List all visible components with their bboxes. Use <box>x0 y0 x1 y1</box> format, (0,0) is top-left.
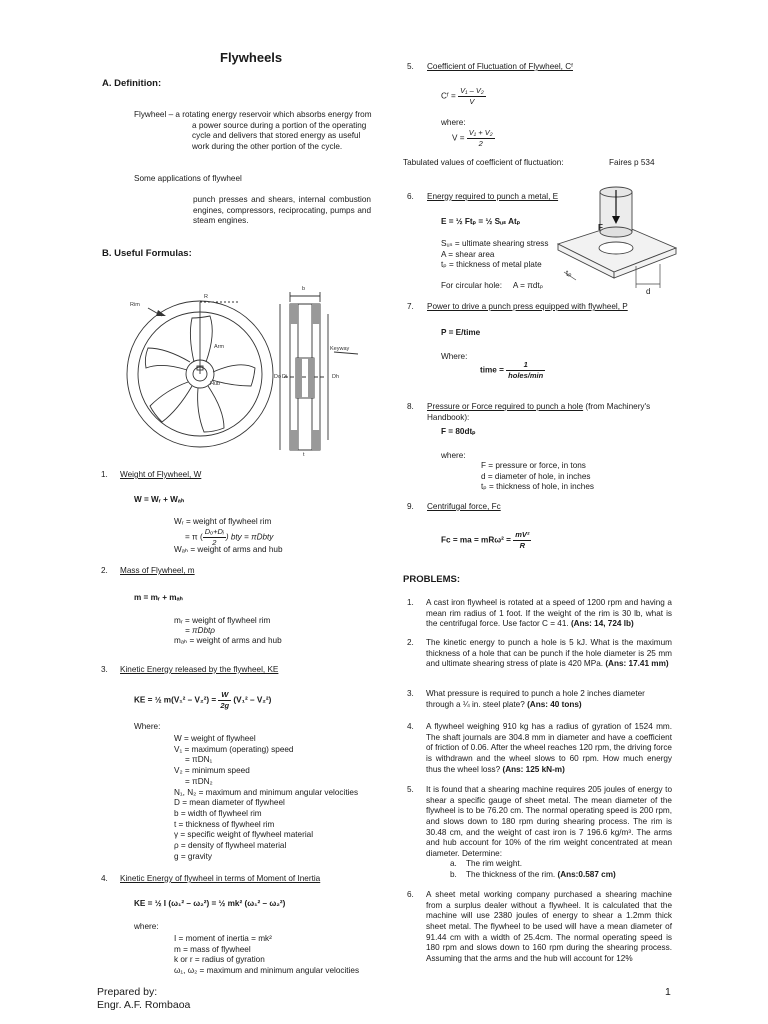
problem6-number: 6. <box>407 890 414 899</box>
rim-fraction-num: Dₒ+Dᵢ <box>204 527 224 536</box>
def-n1-n2: N₁, N₂ = maximum and minimum angular velocities <box>174 787 359 797</box>
problem5a <box>450 859 522 870</box>
item8-number: 8. <box>407 402 414 411</box>
problem5b <box>450 870 616 881</box>
problem5-number: 5. <box>407 785 414 794</box>
v-fraction-num: V₁ + V₂ <box>468 128 493 137</box>
item9-title: Centrifugal force, Fc <box>427 502 501 511</box>
item1-def-rim: Wᵣ = weight of flywheel rim <box>174 517 272 526</box>
dh-label: Dh <box>332 374 340 380</box>
width-b-label: b <box>302 286 306 292</box>
item6-circular-hole: For circular hole: A = πdtₚ <box>441 281 544 290</box>
t-label: t <box>303 452 305 458</box>
item6-title: Energy required to punch a metal, E <box>427 192 559 201</box>
item1-def-arms: Wₐₕ = weight of arms and hub <box>174 545 283 554</box>
item5-reference: Faires p 534 <box>609 158 655 167</box>
item4-where: where: <box>134 922 159 931</box>
item6-formula: E = ½ Ftₚ = ½ Sᵤₛ Atₚ <box>441 217 521 226</box>
item1-number: 1. <box>101 470 108 479</box>
page-title: Flywheels <box>220 50 283 65</box>
item2-def-arms: mₐₕ = weight of arms and hub <box>174 636 282 645</box>
rim-formula-prefix: = π ( <box>185 532 203 542</box>
time-fraction <box>506 360 545 381</box>
problem5a-letter: a. <box>450 859 457 868</box>
definition-body: Flywheel – a rotating energy reservoir which absorbs energy from a power source during a portion of the operating cycle and delivers that stored energy as useful work during the other portion of the cycle. <box>134 110 372 151</box>
item5-number: 5. <box>407 62 414 71</box>
item7-where: Where: <box>441 352 468 361</box>
di-label: Di <box>282 374 288 380</box>
item3-formula <box>134 690 271 711</box>
problem1 <box>426 598 672 630</box>
item3-title: Kinetic Energy released by the flywheel, KE <box>120 665 279 674</box>
problem1-answer: (Ans: 14, 724 lb) <box>570 619 634 629</box>
force-label: F <box>598 223 603 232</box>
def-v2-formula: = πDN₂ <box>185 776 213 786</box>
v-fraction-den: 2 <box>478 138 483 148</box>
def-t: t = thickness of flywheel rim <box>174 819 275 829</box>
item4-title: Kinetic Energy of flywheel in terms of Moment of Inertia <box>120 874 321 883</box>
cf-fraction-num: V₁ – V₂ <box>460 86 484 95</box>
problem5b-letter: b. <box>450 870 457 879</box>
item2-def-rim: mᵣ = weight of flywheel rim <box>174 616 271 625</box>
def-k: k or r = radius of gyration <box>174 955 265 964</box>
def-i: I = moment of inertia = mk² <box>174 934 272 943</box>
fc-fraction-den: R <box>519 540 526 550</box>
hub-label: Hub <box>210 381 221 387</box>
def-f: F = pressure or force, in tons <box>481 461 586 470</box>
item8-definitions <box>481 461 594 493</box>
problem1-text: A cast iron flywheel is rotated at a speed of 1200 rpm and having a mean rim radius of 1 foot. If the weight of the rim is 30 lb, what is the centrifugal force. Use factor C = 41. <box>426 598 672 629</box>
item9-formula <box>441 530 531 551</box>
keyway-label: Keyway <box>330 346 350 352</box>
def-sus: Sᵤₛ = ultimate shearing stress <box>441 239 549 248</box>
item7-formula: P = E/time <box>441 328 481 337</box>
def-b: b = width of flywheel rim <box>174 808 262 818</box>
item6-definitions <box>441 239 548 271</box>
item5-title: Coefficient of Fluctuation of Flywheel, Cᶠ <box>427 62 573 71</box>
ke-formula-left: KE = ½ m(V₁² – V₂²) = <box>134 695 219 705</box>
punch-diagram <box>550 184 680 296</box>
item2-number: 2. <box>101 566 108 575</box>
problem2-answer: (Ans: 17.41 mm) <box>605 659 669 669</box>
tp-label: tₚ <box>566 269 572 278</box>
time-fraction-num: 1 <box>506 360 545 371</box>
item8-formula: F = 80dtₚ <box>441 427 476 436</box>
def-v1-formula: = πDN₁ <box>185 755 213 765</box>
def-g: g = gravity <box>174 851 212 861</box>
problem4 <box>426 722 672 775</box>
rim-formula-suffix: ) bty = πDbty <box>225 532 274 542</box>
problem4-answer: (Ans: 125 kN-m) <box>502 764 565 774</box>
v-formula-left: V = <box>452 133 467 143</box>
item7-time-formula <box>480 360 545 381</box>
item8-title-rest: (from Machinery's Handbook): <box>427 402 651 422</box>
def-m: m = mass of flywheel <box>174 944 251 954</box>
problem3-number: 3. <box>407 689 414 698</box>
def-w: W = weight of flywheel <box>174 734 256 743</box>
arm-label: Arm <box>214 344 225 350</box>
time-formula-left: time = <box>480 365 507 375</box>
author-name: Engr. A.F. Rombaoa <box>97 999 191 1011</box>
problem3-text: What pressure is required to punch a hole 2 inches diameter through a ¼ in. steel plate? <box>426 689 645 709</box>
item8-title: Pressure or Force required to punch a hole <box>427 402 584 411</box>
item2-title: Mass of Flywheel, m <box>120 566 195 575</box>
item3-where: Where: <box>134 722 161 731</box>
section-a-heading: A. Definition: <box>102 78 162 89</box>
item5-formula <box>441 86 486 107</box>
def-omega: ω₁, ω₂ = maximum and minimum angular velocities <box>174 965 360 975</box>
footer-author <box>97 986 190 1012</box>
applications-intro: Some applications of flywheel <box>134 174 242 183</box>
problem4-text: A flywheel weighing 910 kg has a radius of gyration of 1524 mm. The shaft journals are 304.8 mm in diameter and have a coefficient of friction of 0.06. After the wheel reaches 120 rpm, the driving force is withdrawn and the wheel slows to 60 rpm. How much energy thus the wheel loss? <box>426 722 672 774</box>
ke-fraction-num: W <box>218 690 231 701</box>
item5-where: where: <box>441 118 466 127</box>
rim-label: Rim <box>130 302 140 308</box>
cf-fraction-den: V <box>469 96 475 106</box>
problem5-text: It is found that a shearing machine requires 205 joules of energy to shear a specific gauge of sheet metal. The mean diameter of the flywheel is to be 76.20 cm. The normal operating speed is 200 rpm, and slows down to 180 rpm during shearing process. The rim is 30.48 cm, and the weight of cast iron is 7 196.6 kg/m³. The arms and hub account for 10% of the rim weight concentrated at mean diameter. Determine: <box>426 785 672 858</box>
problem3 <box>426 689 672 710</box>
def-v1: V₁ = maximum (operating) speed <box>174 744 294 754</box>
problem6-text: A sheet metal working company purchased a shearing machine from a surplus dealer without a flywheel. It is calculated that the machine will use 2380 joules of energy to shear a 1.2mm thick sheet metal. The flywheel to be used will have a mean diameter of 91.44 cm with a width of 25.4cm. The normal operating speed is 180 rpm and slows down to 160 rpm during the shearing process. Assuming that the arms and the hub will account for 12% <box>426 890 672 963</box>
applications-list: punch presses and shears, internal combustion engines, compressors, reciprocating, pumps and steam engines. <box>193 195 371 226</box>
item2-def-rim-formula: = πDbtρ <box>185 626 215 635</box>
flywheel-diagram <box>120 282 380 460</box>
item5-tabulated: Tabulated values of coefficient of fluctuation: <box>403 158 564 167</box>
problems-heading: PROBLEMS: <box>403 574 460 585</box>
def-d: D = mean diameter of flywheel <box>174 798 285 808</box>
cf-formula-left: Cᶠ = <box>441 91 459 101</box>
item5-v-formula <box>452 128 495 149</box>
page-number: 1 <box>665 986 671 998</box>
item1-formula: W = Wᵣ + Wₐₕ <box>134 495 185 504</box>
fc-formula-left: Fc = ma = mRω² = <box>441 535 514 545</box>
item3-number: 3. <box>101 665 108 674</box>
fc-fraction <box>513 530 531 551</box>
problem2 <box>426 638 672 670</box>
def-gamma: γ = specific weight of flywheel material <box>174 830 314 840</box>
item3-definitions <box>174 734 358 862</box>
item4-number: 4. <box>101 874 108 883</box>
rim-arrowhead <box>156 310 166 316</box>
def-rho: ρ = density of flywheel material <box>174 841 287 851</box>
item4-formula: KE = ½ I (ω₁² – ω₂²) = ½ mk² (ω₁² – ω₂²) <box>134 899 286 908</box>
item4-definitions <box>174 934 359 976</box>
cf-fraction <box>458 86 486 107</box>
item7-number: 7. <box>407 302 414 311</box>
fc-fraction-num: mV² <box>515 530 530 539</box>
problem2-number: 2. <box>407 638 414 647</box>
problem2-text: The kinetic energy to punch a hole is 5 kJ. What is the maximum thickness of a hole that can be punch if the hole diameter is 25 mm and ultimate shearing stress of plate is 420 MPa. <box>426 638 672 669</box>
do-label: Do <box>274 374 282 380</box>
item7-title: Power to drive a punch press equipped with flywheel, P <box>427 302 628 311</box>
d-label: d <box>646 287 651 296</box>
item8-where: where: <box>441 451 466 460</box>
ke-fraction <box>218 690 231 711</box>
problem4-number: 4. <box>407 722 414 731</box>
item8-title-block <box>427 402 675 423</box>
def-a: A = shear area <box>441 249 495 259</box>
def-tp-hole: tₚ = thickness of hole, in inches <box>481 482 594 491</box>
radius-label: R <box>204 294 208 300</box>
ke-formula-right: (V₁² – V₂²) <box>231 695 272 705</box>
v-fraction <box>467 128 495 149</box>
item1-title: Weight of Flywheel, W <box>120 470 202 479</box>
def-v2: V₂ = minimum speed <box>174 766 250 776</box>
prepared-by-label: Prepared by: <box>97 986 158 998</box>
item6-number: 6. <box>407 192 414 201</box>
section-b-heading: B. Useful Formulas: <box>102 248 192 259</box>
item2-formula: m = mᵣ + mₐₕ <box>134 593 183 602</box>
def-d-hole: d = diameter of hole, in inches <box>481 471 591 481</box>
problem1-number: 1. <box>407 598 414 607</box>
item9-number: 9. <box>407 502 414 511</box>
time-fraction-den: holes/min <box>508 370 544 380</box>
problem5a-text: The rim weight. <box>466 859 522 868</box>
rim-fraction-den: 2 <box>212 537 217 547</box>
problem3-answer: (Ans: 40 tons) <box>527 699 582 709</box>
problem5b-text: The thickness of the rim. <box>466 870 556 879</box>
def-tp: tₚ = thickness of metal plate <box>441 260 542 269</box>
problem5b-answer: (Ans:0.587 cm) <box>557 870 616 879</box>
ke-fraction-den: 2g <box>220 700 230 710</box>
definition-text <box>134 110 374 153</box>
